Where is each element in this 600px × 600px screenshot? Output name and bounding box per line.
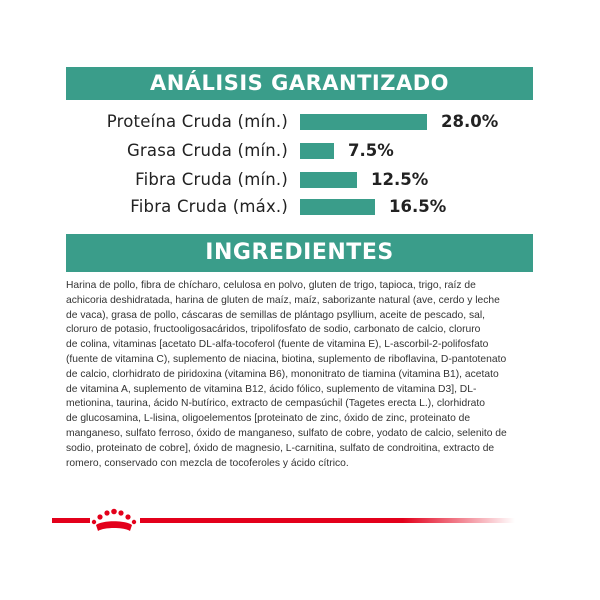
analysis-bar-fat [300, 143, 334, 159]
ingredients-line: sodio, proteinato de cobre], óxido de magnesio, L-carnitina, sulfato de condroitina, extracto de [66, 442, 495, 454]
analysis-bar-fiber-max [300, 199, 375, 215]
analysis-row-fat [0, 139, 600, 163]
analysis-header [66, 67, 533, 100]
analysis-label-protein: Proteína Cruda (mín.) [106, 112, 288, 131]
royal-canin-crown-icon [86, 504, 142, 536]
footer-line-left [52, 518, 90, 523]
ingredients-title: INGREDIENTES [205, 240, 394, 265]
ingredients-line: (fuente de vitamina C), suplemento de niacina, biotina, suplemento de riboflavina, D-pantotenato [66, 353, 507, 365]
ingredients-line: de vitamina A, suplemento de vitamina B12, ácido fólico, suplemento de vitamina D3], DL- [66, 383, 477, 395]
ingredients-line: metionina, taurina, ácido N-butírico, extracto de cempasúchil (Tagetes erecta L.), clorhidrato [66, 398, 485, 410]
ingredients-line: Harina de pollo, fibra de chícharo, celulosa en polvo, gluten de trigo, tapioca, trigo, raíz de [66, 280, 476, 291]
ingredients-text [66, 279, 536, 471]
ingredients-line: de calcio, clorhidrato de piridoxina (vitamina B6), mononitrato de tiamina (vitamina B1), acetato [66, 368, 499, 380]
ingredients-line: manganeso, sulfato ferroso, óxido de manganeso, sulfato de cobre, yodato de calcio, selenito de [66, 427, 507, 439]
analysis-value-fiber-max: 16.5% [389, 197, 447, 216]
ingredients-line: achicoria deshidratada, harina de gluten de maíz, maíz, saborizante natural (ave, cerdo y leche [66, 294, 500, 306]
analysis-row-protein [0, 110, 600, 134]
analysis-row-fiber-min [0, 168, 600, 192]
analysis-label-fiber-max: Fibra Cruda (máx.) [130, 197, 288, 216]
ingredients-line: de colina, vitaminas [acetato DL-alfa-tocoferol (fuente de vitamina E), L-ascorbil-2-polifosfato [66, 339, 489, 351]
ingredients-line: romero, conservado con mezcla de tocoferoles y ácido cítrico. [66, 457, 349, 469]
analysis-title: ANÁLISIS GARANTIZADO [149, 71, 450, 95]
analysis-row-fiber-max [0, 195, 600, 219]
ingredients-line: de vaca), grasa de pollo, cáscaras de semillas de plántago psyllium, aceite de pescado, sal, [66, 309, 485, 321]
ingredients-line: cloruro de potasio, fructooligosacáridos, tripolifosfato de sodio, carbonato de calcio, cloruro [66, 324, 481, 336]
analysis-label-fiber-min: Fibra Cruda (mín.) [135, 170, 288, 189]
analysis-value-protein: 28.0% [441, 112, 499, 131]
analysis-value-fat: 7.5% [348, 141, 394, 160]
ingredients-line: de glucosamina, L-lisina, oligoelementos [proteinato de zinc, óxido de zinc, proteinato de [66, 413, 471, 425]
ingredients-header [66, 234, 533, 272]
analysis-label-fat: Grasa Cruda (mín.) [126, 141, 288, 160]
analysis-bar-protein [300, 114, 427, 130]
analysis-bar-fiber-min [300, 172, 357, 188]
analysis-value-fiber-min: 12.5% [371, 170, 429, 189]
footer-line-right [140, 518, 515, 523]
